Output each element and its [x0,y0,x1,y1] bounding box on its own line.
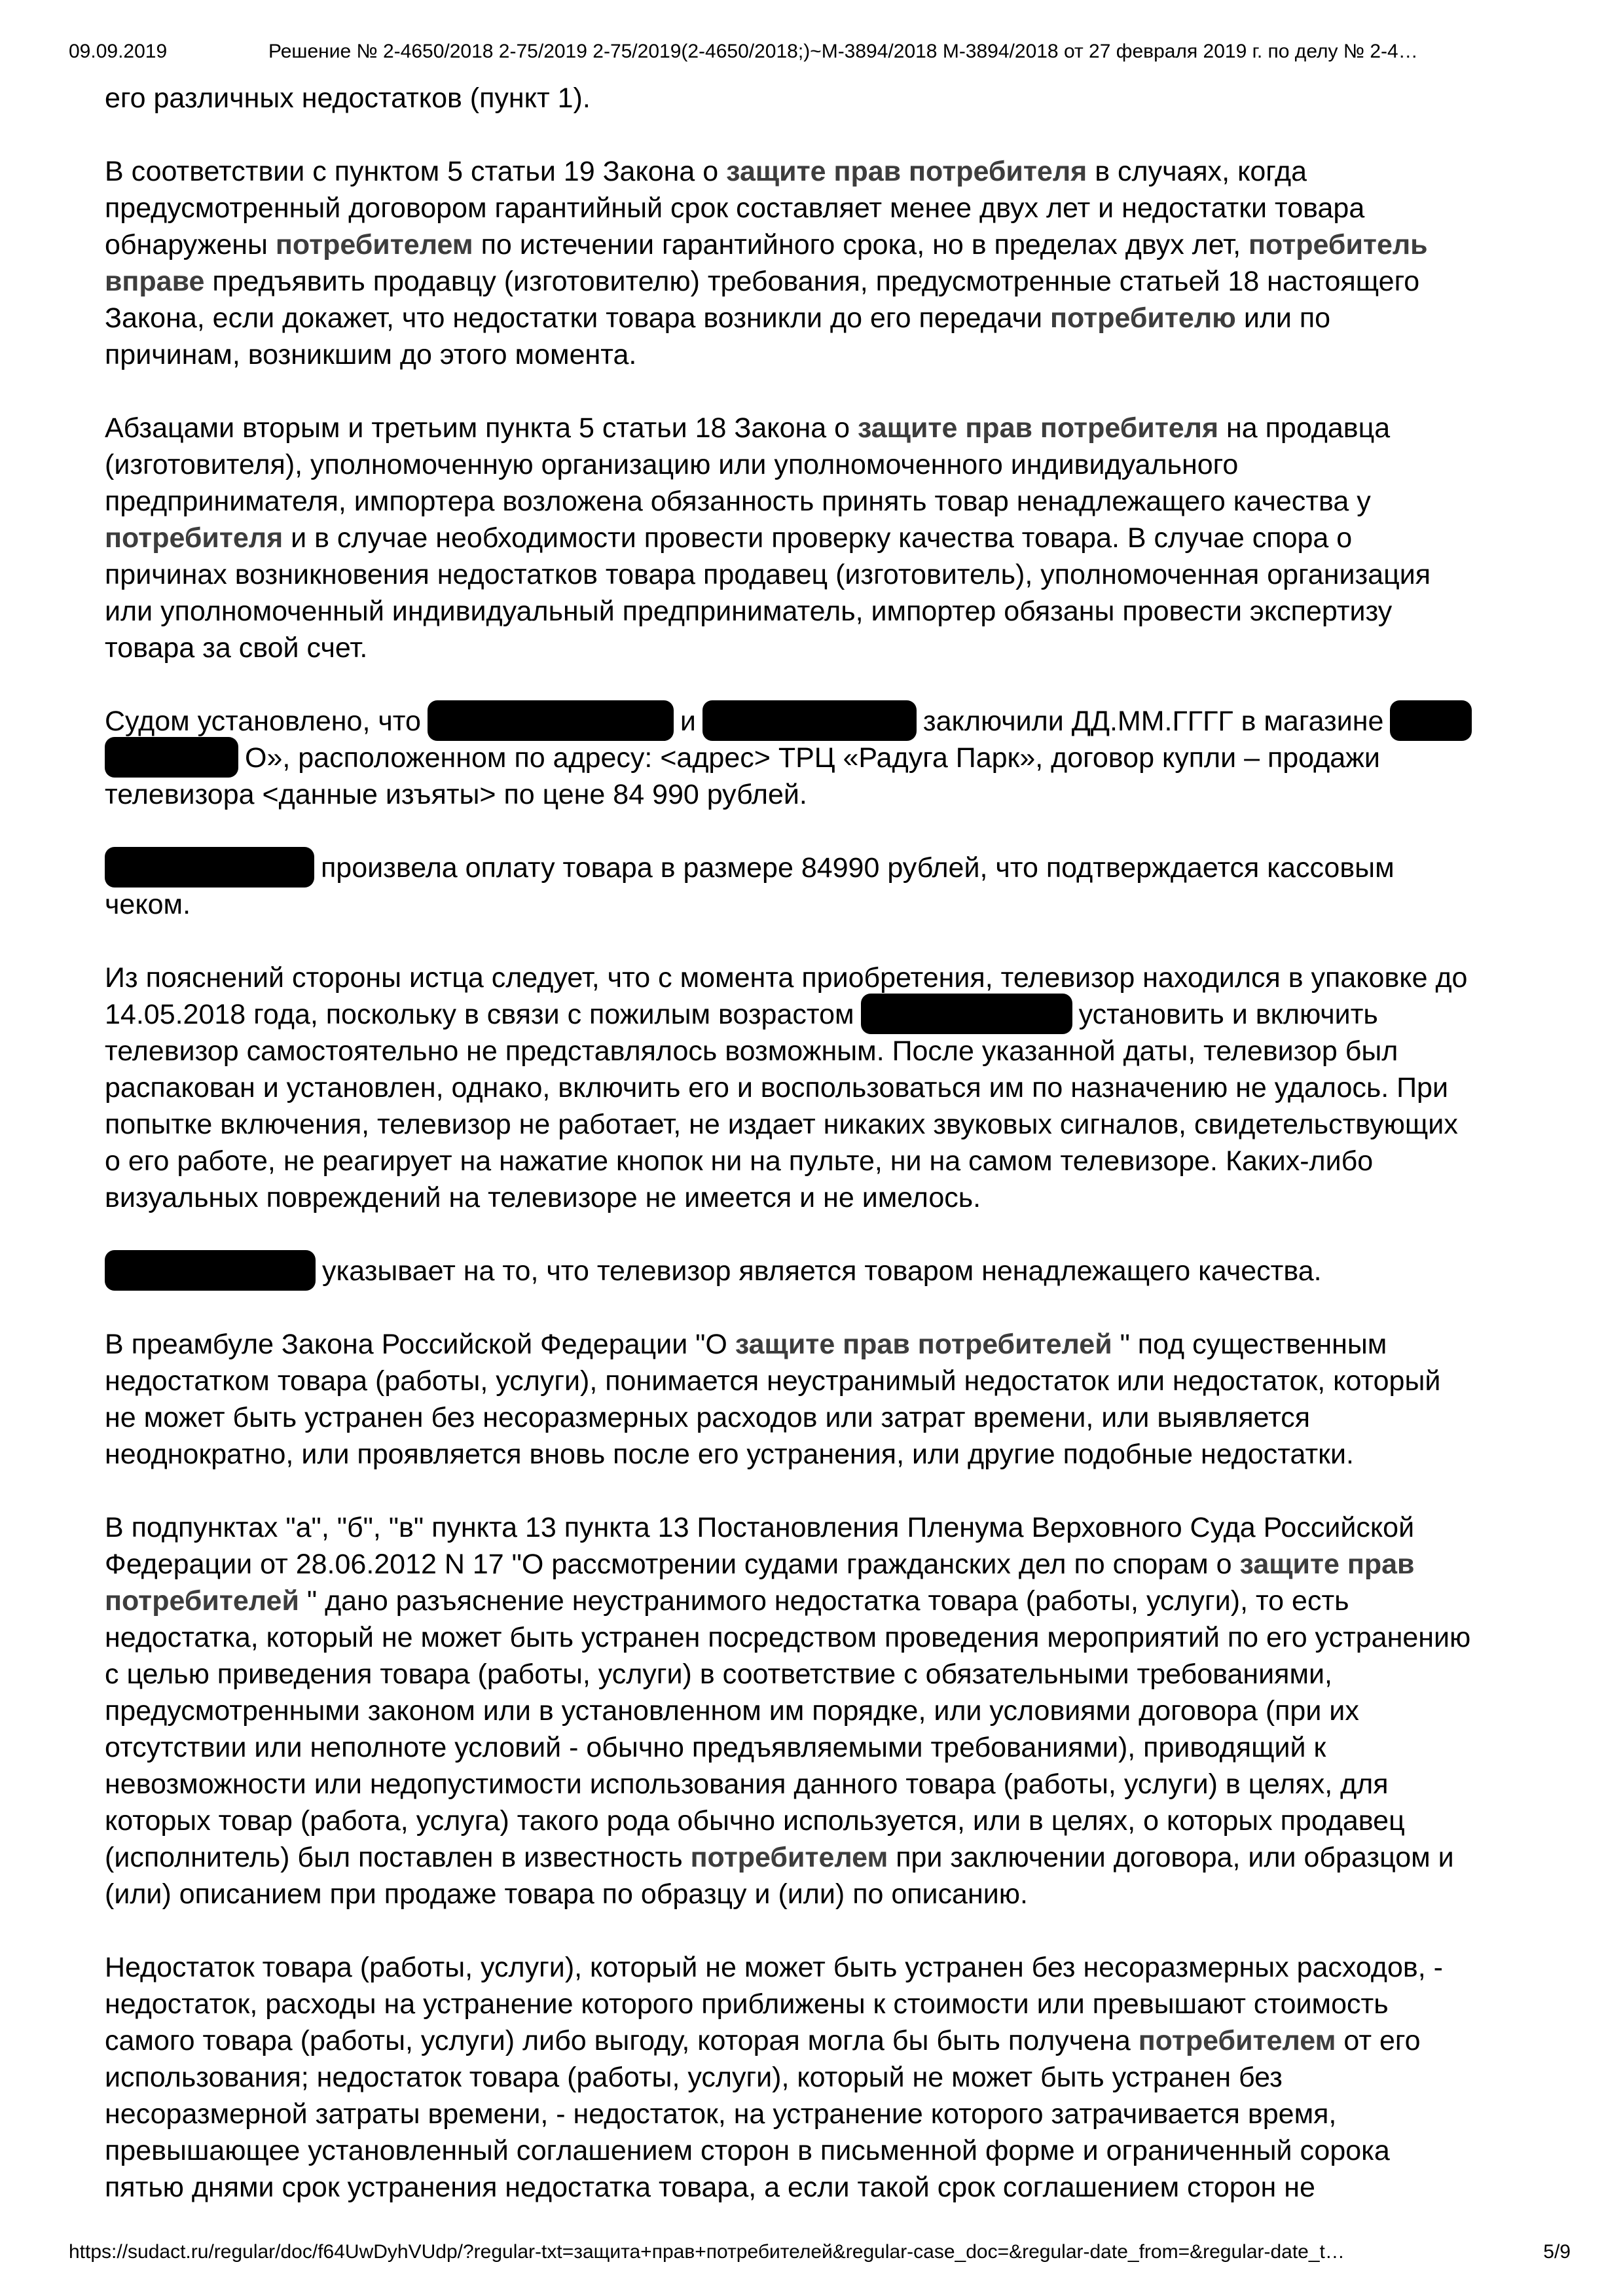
text-run: предпринимателя, импортера возложена обязанность принять товар ненадлежащего качества у [105,486,1371,517]
highlighted-term: потребителем [275,229,473,260]
highlighted-term: вправе [105,266,205,297]
highlighted-term: защите прав потребителя [857,412,1219,444]
text-run: В подпунктах "а", "б", "в" пункта 13 пункта 13 Постановления Пленума Верховного Суда Российской [105,1512,1415,1543]
text-line [105,1143,1552,1179]
text-run: недостатком товара (работы, услуги), понимается неустранимый недостаток или недостаток, который [105,1365,1441,1397]
text-run: несоразмерной затраты времени, - недостаток, на устранение которого затрачивается время, [105,2098,1337,2130]
text-line [105,1546,1552,1583]
paragraph [105,960,1552,1216]
text-line [105,1656,1552,1693]
page-footer [69,2238,1571,2266]
text-run: пятью днями срок устранения недостатка товара, а если такой срок соглашением сторон не [105,2172,1315,2203]
text-line [105,1033,1552,1069]
highlighted-term: защите прав [1239,1549,1415,1580]
page-header [69,38,1571,65]
text-line [105,483,1552,520]
text-line [105,1399,1552,1436]
redaction-bar [105,737,238,778]
redaction-bar [702,700,917,741]
text-run: произвела оплату товара в размере 84990 рублей, что подтверждается кассовым [321,852,1395,884]
text-line [105,1876,1552,1912]
text-line [105,1509,1552,1546]
text-line [105,1729,1552,1766]
text-run: предусмотренными законом или в установленном им порядке, или условиями договора (при их [105,1695,1359,1727]
text-line [105,190,1552,226]
text-line [105,1583,1552,1619]
text-run: телевизор самостоятельно не представлялось возможным. После указанной даты, телевизор был [105,1035,1398,1067]
text-run: в случаях, когда [1087,156,1307,187]
text-run: на продавца [1218,412,1391,444]
text-line [105,263,1552,300]
text-line [105,1986,1552,2022]
text-line [105,80,1552,117]
text-run: при заключении договора, или образцом и [888,1842,1454,1873]
paragraph [105,850,1552,923]
redaction-bar [428,700,674,741]
text-line [105,336,1552,373]
text-run: 14.05.2018 года, поскольку в связи с пожилым возрастом [105,999,854,1030]
text-run: по истечении гарантийного срока, но в пределах двух лет, [473,229,1249,260]
text-line [105,2132,1552,2169]
text-line [105,1253,1552,1289]
text-run: Абзацами вторым и третьим пункта 5 статьи 18 Закона о [105,412,858,444]
text-run: товара за свой счет. [105,632,368,664]
paragraph [105,1509,1552,1912]
text-line [105,1839,1552,1876]
text-line [105,446,1552,483]
highlighted-term: защите прав потребителя [726,156,1087,187]
paragraph [105,703,1552,813]
text-run: отсутствии или неполноте условий - обычно предъявляемыми требованиями), приводящий к [105,1732,1326,1763]
text-line [105,1436,1552,1473]
text-line [105,1069,1552,1106]
text-run: о его работе, не реагирует на нажатие кнопок ни на пульте, ни на самом телевизоре. Каких-либо [105,1145,1374,1177]
text-run: предъявить продавцу (изготовителю) требования, предусмотренные статьей 18 настоящего [204,266,1420,297]
text-run: не может быть устранен без несоразмерных расходов или затрат времени, или выявляется [105,1402,1311,1433]
text-line [105,520,1552,556]
text-run: обнаружены [105,229,276,260]
text-run: О», расположенном по адресу: <адрес> ТРЦ «Радуга Парк», договор купли – продажи [245,742,1380,774]
text-run: которых товар (работа, услуга) такого рода обычно используется, или в целях, о которых продавец [105,1805,1405,1837]
text-run: причинах возникновения недостатков товара продавец (изготовитель), уполномоченная организация [105,559,1431,590]
paragraph [105,410,1552,666]
text-line [105,960,1552,996]
text-run: предусмотренный договором гарантийный срок составляет менее двух лет и недостатки товара [105,192,1365,224]
text-line [105,776,1552,813]
text-line [105,1949,1552,1986]
text-run: неоднократно, или проявляется вновь после его устранения, или другие подобные недостатки. [105,1439,1354,1470]
text-line [105,410,1552,446]
text-run: Недостаток товара (работы, услуги), который не может быть устранен без несоразмерных расходов, - [105,1952,1443,1983]
redaction-bar [105,847,314,888]
highlighted-term: потребителем [690,1842,888,1873]
text-run: причинам, возникшим до этого момента. [105,339,637,370]
text-run: или уполномоченный индивидуальный предприниматель, импортер обязаны провести экспертизу [105,596,1393,627]
text-line [105,850,1552,886]
highlighted-term: потребителя [105,522,283,554]
text-run: распакован и установлен, однако, включить его и воспользоваться им по назначению не удалось. При [105,1072,1448,1103]
text-run: установить и включить [1078,999,1378,1030]
header-title: Решение № 2-4650/2018 2-75/2019 2-75/2019(2-4650/2018;)~М-3894/2018 М-3894/2018 от 27 февраля 2019 г. по делу № 2-4… [268,41,1418,62]
highlighted-term: потребителей [105,1585,299,1617]
text-run: недостатка, который не может быть устранен посредством проведения мероприятий по его устранению [105,1622,1471,1653]
text-line [105,226,1552,263]
text-line [105,2169,1552,2206]
text-line [105,1619,1552,1656]
text-run: или по [1235,302,1331,334]
text-run: Федерации от 28.06.2012 N 17 "О рассмотрении судами гражданских дел по спорам о [105,1549,1240,1580]
paragraph [105,1326,1552,1473]
text-run: чеком. [105,889,191,920]
text-line [105,630,1552,666]
text-run: заключили ДД.ММ.ГГГГ в магазине [922,706,1384,737]
text-line [105,886,1552,923]
header-date: 09.09.2019 [69,41,168,62]
text-run: недостаток, расходы на устранение которого приближены к стоимости или превышают стоимость [105,1988,1389,2020]
paragraph [105,153,1552,373]
text-line [105,2059,1552,2096]
text-line [105,153,1552,190]
text-run: " дано разъяснение неустранимого недостатка товара (работы, услуги), то есть [299,1585,1349,1617]
paragraph [105,1253,1552,1289]
text-line [105,1326,1552,1363]
text-run: от его [1336,2025,1421,2056]
text-line [105,740,1552,776]
redaction-bar [105,1250,316,1291]
document-body [105,80,1552,2206]
text-run: указывает на то, что телевизор является товаром ненадлежащего качества. [322,1255,1322,1287]
text-run: попытке включения, телевизор не работает, не издает никаких звуковых сигналов, свидетельствующих [105,1109,1458,1140]
highlighted-term: защите прав потребителей [735,1329,1112,1360]
text-run: использования; недостаток товара (работы, услуги), который не может быть устранен без [105,2062,1283,2093]
text-line [105,1363,1552,1399]
text-run: самого товара (работы, услуги) либо выгоду, которая могла бы быть получена [105,2025,1139,2056]
footer-url: https://sudact.ru/regular/doc/f64UwDyhVUdp/?regular-txt=защита+прав+потребителей&regular-case_doc=&regular-date_from=&regular-date_t… [69,2241,1345,2263]
text-run: визуальных повреждений на телевизоре не имеется и не имелось. [105,1182,981,1213]
text-line [105,1766,1552,1803]
text-line [105,1106,1552,1143]
paragraph [105,1949,1552,2206]
paragraph [105,80,1552,117]
text-run: " под существенным [1112,1329,1387,1360]
text-run: с целью приведения товара (работы, услуги) в соответствие с обязательными требованиями, [105,1659,1332,1690]
text-line [105,593,1552,630]
text-run: телевизора <данные изъяты> по цене 84 990 рублей. [105,779,807,810]
text-run: Закона, если докажет, что недостатки товара возникли до его передачи [105,302,1051,334]
text-run: Из пояснений стороны истца следует, что с момента приобретения, телевизор находился в упаковке до [105,962,1468,994]
redaction-bar [1390,700,1472,741]
text-run: (изготовителя), уполномоченную организацию или уполномоченного индивидуального [105,449,1239,480]
text-line [105,1803,1552,1839]
text-run: и в случае необходимости провести проверку качества товара. В случае спора о [283,522,1353,554]
highlighted-term: потребитель [1249,229,1428,260]
text-line [105,300,1552,336]
text-line [105,2022,1552,2059]
redaction-bar [861,994,1072,1034]
highlighted-term: потребителем [1138,2025,1336,2056]
text-run: превышающее установленный соглашением сторон в письменной форме и ограниченный сорока [105,2135,1390,2166]
text-line [105,996,1552,1033]
highlighted-term: потребителю [1050,302,1236,334]
page-number: 5/9 [1543,2241,1571,2263]
text-line [105,1179,1552,1216]
text-run: и [680,706,696,737]
text-run: невозможности или недопустимости использования данного товара (работы, услуги) в целях, для [105,1768,1389,1800]
text-run: В соответствии с пунктом 5 статьи 19 Закона о [105,156,727,187]
text-run: В преамбуле Закона Российской Федерации "О [105,1329,735,1360]
text-run: (или) описанием при продаже товара по образцу и (или) по описанию. [105,1878,1028,1910]
text-run: (исполнитель) был поставлен в известность [105,1842,691,1873]
text-line [105,703,1552,740]
text-line [105,1693,1552,1729]
text-run: Судом установлено, что [105,706,421,737]
text-run: его различных недостатков (пункт 1). [105,82,591,114]
text-line [105,2096,1552,2132]
text-line [105,556,1552,593]
